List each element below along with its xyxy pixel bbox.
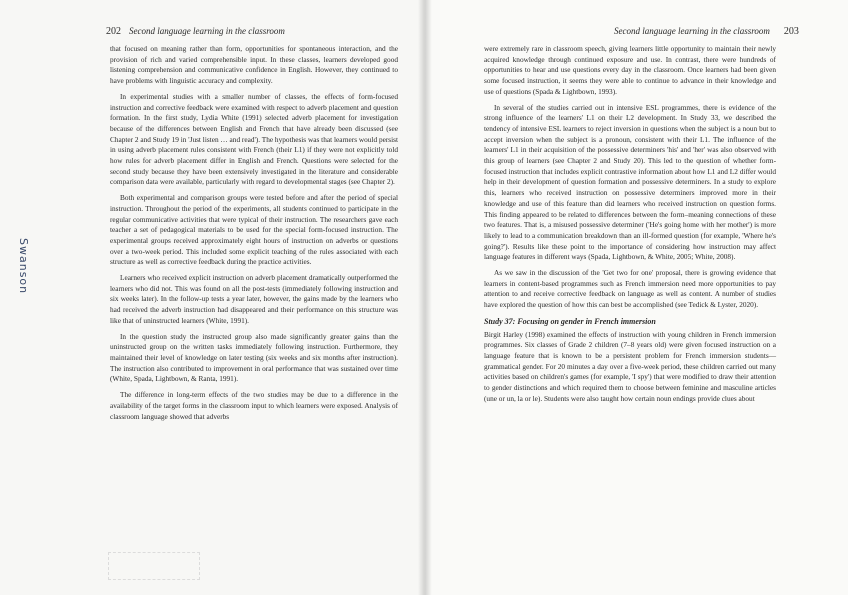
- left-paragraph-3: Both experimental and comparison groups were tested before and after the period of special instruction. Throughout the period of the experiments, all students continued to participate in the regular communicative activities that were typical of their instruction. The researchers gave each teacher a set of pedagogical materials to be used for the special form-focused instruction. The experimental groups received approximately eight hours of instruction on adverbs or questions over a two-week period. This included some explicit teaching of the rules associated with each structure as well as corrective feedback during the practice activities.: [110, 193, 398, 267]
- left-paragraph-1: that focused on meaning rather than form, opportunities for spontaneous interaction, and the provision of rich and varied comprehensible input. In these classes, learners developed good listening comprehension and communicative confidence in English. However, they continued to have problems with linguistic accuracy and complexity.: [110, 44, 398, 86]
- left-paragraph-4: Learners who received explicit instruction on adverb placement dramatically outperformed the learners who did not. This was found on all the post-tests (immediately following instruction and six weeks later). In the follow-up tests a year later, however, the gains made by the learners who had received the adverb instruction had disappeared and their performance on this structure was like that of uninstructed learners (White, 1991).: [110, 273, 398, 325]
- right-text-column: [484, 44, 776, 410]
- left-running-head: [106, 26, 285, 37]
- book-gutter: [418, 0, 432, 595]
- faded-stamp: [108, 552, 200, 580]
- right-running-head-title: Second language learning in the classroom: [614, 26, 770, 36]
- right-running-head: [614, 26, 799, 37]
- left-running-head-title: Second language learning in the classroom: [129, 26, 285, 36]
- left-text-column: [110, 44, 398, 427]
- left-paragraph-2: In experimental studies with a smaller number of classes, the effects of form-focused instruction and corrective feedback were examined with respect to adverb placement and question formation. In the first study, Lydia White (1991) selected adverb placement for investigation because of the differences between English and French that have already been discussed (see Chapter 2 and Study 19 in 'Just listen … and read'). The hypothesis was that learners would persist in using adverb placement rules consistent with French (their L1) if they were not explicitly told how rules for adverb placement differ in English and French. Questions were selected for the second study because they have been extensively investigated in the literature and considerable comparison data were available, particularly with regard to developmental stages (see Chapter 2).: [110, 91, 398, 187]
- study-paragraph: Birgit Harley (1998) examined the effects of instruction with young children in French immersion programmes. Six classes of Grade 2 children (7–8 years old) were given focused instruction on a language feature that is known to be a persistent problem for French immersion students—grammatical gender. For 20 minutes a day over a five-week period, these children carried out many activities based on children's games (for example, 'I spy') that were modified to draw their attention to gender distinctions and which required them to choose between feminine and masculine articles (une or un, la or le). Students were also taught how certain noun endings provide clues about: [484, 329, 776, 403]
- left-paragraph-6: The difference in long-term effects of the two studies may be due to a difference in the availability of the target forms in the classroom input to which learners were exposed. Analysis of classroom language showed that adverbs: [110, 390, 398, 421]
- right-page-number: 203: [783, 26, 799, 37]
- study-heading: Study 37: Focusing on gender in French immersion: [484, 316, 656, 326]
- right-paragraph-3: As we saw in the discussion of the 'Get two for one' proposal, there is growing evidence that learners in content-based programmes such as French immersion need more opportunities to pay attention to and receive corrective feedback on language as well as content. A number of studies have explored the question of how this can best be accomplished (see Tedick & Lyster, 2020).: [484, 268, 776, 310]
- right-paragraph-1: were extremely rare in classroom speech, giving learners little opportunity to maintain their newly acquired knowledge through continued exposure and use. In contrast, there were hundreds of opportunities to hear and use questions every day in the classroom. Once learners had been given some focused instruction, it seems they were able to continue to advance in their knowledge and use of questions (Spada & Lightbown, 1993).: [484, 44, 776, 96]
- left-paragraph-5: In the question study the instructed group also made significantly greater gains than the uninstructed group on the written tasks immediately following instruction. Furthermore, they maintained their level of knowledge on later testing (six weeks and six months after instruction). The instruction also contributed to improvement in oral performance that was sustained over time (White, Spada, Lightbown, & Ranta, 1991).: [110, 331, 398, 384]
- right-paragraph-2: In several of the studies carried out in intensive ESL programmes, there is evidence of the strong influence of the learners' L1 on their L2 development. In Study 33, we described the tendency of intensive ESL learners to reject inversion in questions when the subject is a noun but to accept inversion when the subject is a pronoun, consistent with their L1. The influence of the learners' L1 in their acquisition of the possessive determiners 'his' and 'her' was also observed with this group of learners (see Chapter 2 and Study 20). This led to the question of whether form-focused instruction that includes explicit contrastive information about how L1 and L2 differ would help in their development of question formation and possessive determiners. In a study to explore this, learners who received instruction on possessive determiners improved more in their knowledge and use of this feature than did learners who received instruction on question forms. This finding appeared to be related to differences between the form–meaning connections of these two features. That is, a misused possessive determiner ('He's going home with her mother') is more likely to lead to a communication breakdown than an ill-formed question (for example, 'Where he's going?'). Results like these point to the importance of considering how instruction may affect language features in different ways (Spada, Lightbown, & White, 2005; White, 2008).: [484, 102, 776, 262]
- left-page-number: 202: [106, 26, 121, 37]
- handwritten-margin-note: Swanson: [17, 238, 30, 295]
- right-page: [424, 0, 848, 595]
